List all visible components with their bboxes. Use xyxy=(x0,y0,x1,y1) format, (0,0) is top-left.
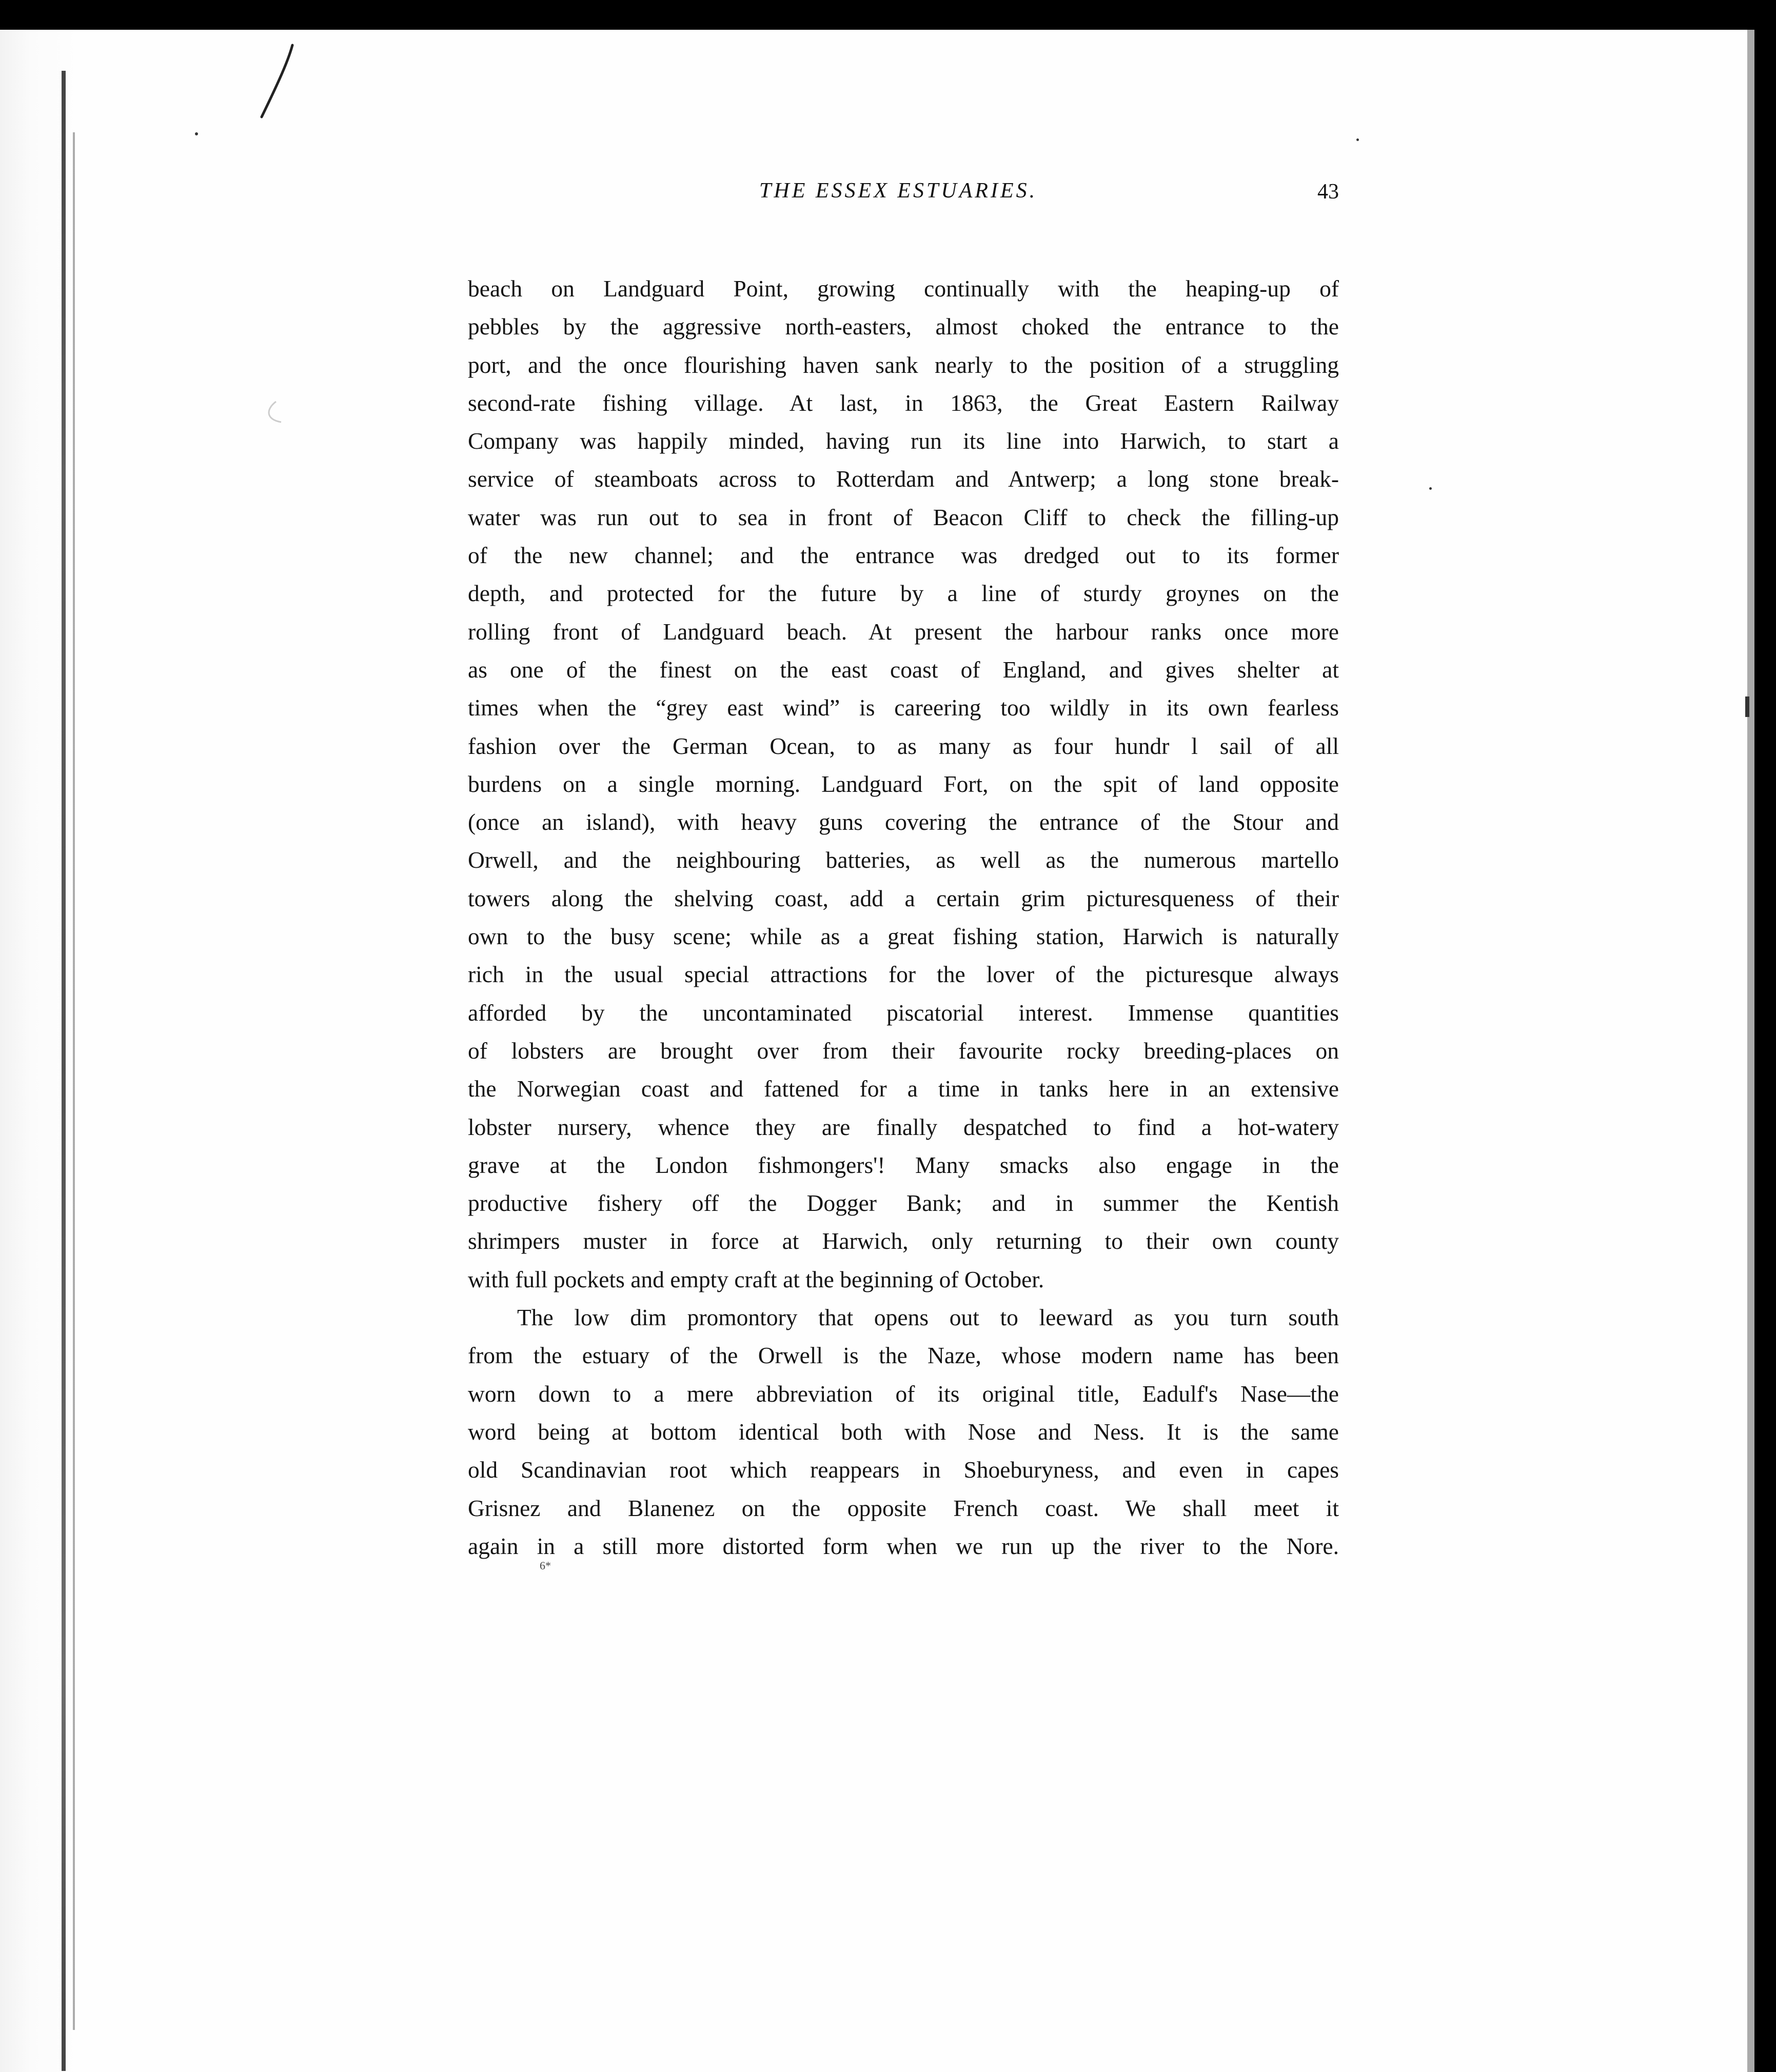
text-line: service of steamboats across to Rotterdam and Antwerp; a long stone break- xyxy=(468,466,1339,492)
text-line: worn down to a mere abbreviation of its original title, Eadulf's Nase—the xyxy=(468,1380,1339,1407)
text-line: as one of the finest on the east coast of England, and gives shelter at xyxy=(468,656,1339,683)
text-line: second-rate fishing village. At last, in 1863, the Great Eastern Railway xyxy=(468,389,1339,416)
text-line: word being at bottom identical both with Nose and Ness. It is the same xyxy=(468,1418,1339,1445)
text-line: Company was happily minded, having run its line into Harwich, to start a xyxy=(468,428,1339,454)
text-line: towers along the shelving coast, add a certain grim picturesqueness of their xyxy=(468,885,1339,911)
text-line: of the new channel; and the entrance was dredged out to its former xyxy=(468,542,1339,569)
page-right-edge xyxy=(1747,30,1754,2072)
text-line: fashion over the German Ocean, to as many as four hundr l sail of all xyxy=(468,732,1339,759)
pen-stroke-mark xyxy=(256,40,308,143)
text-line: old Scandinavian root which reappears in Shoeburyness, and even in capes xyxy=(468,1457,1339,1483)
text-line: the Norwegian coast and fattened for a time in tanks here in an extensive xyxy=(468,1075,1339,1102)
scanned-page xyxy=(0,30,1754,2072)
text-line: water was run out to sea in front of Beacon Cliff to check the filling-up xyxy=(468,504,1339,530)
text-line: again in a still more distorted form when we run up the river to the Nore. xyxy=(468,1532,1339,1559)
binding-shadow-line-secondary xyxy=(73,132,75,2030)
text-line: shrimpers muster in force at Harwich, only returning to their own county xyxy=(468,1228,1339,1254)
text-line: depth, and protected for the future by a line of sturdy groynes on the xyxy=(468,580,1339,607)
scan-speck xyxy=(195,132,198,135)
text-line: burdens on a single morning. Landguard Fort, on the spit of land opposite xyxy=(468,770,1339,797)
text-line: (once an island), with heavy guns covering the entrance of the Stour and xyxy=(468,809,1339,835)
paragraph xyxy=(468,270,1339,1299)
text-line: own to the busy scene; while as a great fishing station, Harwich is naturally xyxy=(468,923,1339,950)
text-line: The low dim promontory that opens out to leeward as you turn south xyxy=(517,1304,1339,1331)
text-line: productive fishery off the Dogger Bank; and in summer the Kentish xyxy=(468,1190,1339,1217)
scan-speck xyxy=(1429,487,1432,490)
text-line: lobster nursery, whence they are finally despatched to find a hot-watery xyxy=(468,1113,1339,1140)
text-line: of lobsters are brought over from their favourite rocky breeding-places on xyxy=(468,1037,1339,1064)
page-header xyxy=(759,178,1339,214)
scan-speck xyxy=(1745,696,1749,717)
text-line: beach on Landguard Point, growing continually with the heaping-up of xyxy=(468,275,1339,302)
text-line: from the estuary of the Orwell is the Naze, whose modern name has been xyxy=(468,1342,1339,1369)
text-line: Grisnez and Blanenez on the opposite French coast. We shall meet it xyxy=(468,1495,1339,1521)
text-line: times when the “grey east wind” is careering too wildly in its own fearless xyxy=(468,694,1339,721)
signature-mark: 6* xyxy=(540,1559,551,1572)
faint-pencil-mark xyxy=(261,399,291,430)
text-line: port, and the once flourishing haven sank nearly to the position of a struggling xyxy=(468,351,1339,378)
text-line: pebbles by the aggressive north-easters, almost choked the entrance to the xyxy=(468,313,1339,340)
scan-speck xyxy=(1356,138,1359,141)
text-line: afforded by the uncontaminated piscatorial interest. Immense quantities xyxy=(468,999,1339,1026)
binding-edge xyxy=(0,30,82,2072)
text-line: with full pockets and empty craft at the beginning of October. xyxy=(468,1266,1044,1292)
page-number: 43 xyxy=(1317,180,1339,204)
running-title: THE ESSEX ESTUARIES. xyxy=(759,179,1038,203)
binding-shadow-line xyxy=(62,71,66,2071)
paragraph xyxy=(468,1299,1339,1565)
text-line: grave at the London fishmongers'! Many smacks also engage in the xyxy=(468,1151,1339,1178)
body-text xyxy=(468,270,1339,1565)
text-line: Orwell, and the neighbouring batteries, as well as the numerous martello xyxy=(468,847,1339,873)
text-line: rolling front of Landguard beach. At present the harbour ranks once more xyxy=(468,618,1339,645)
text-line: rich in the usual special attractions for the lover of the picturesque always xyxy=(468,961,1339,988)
